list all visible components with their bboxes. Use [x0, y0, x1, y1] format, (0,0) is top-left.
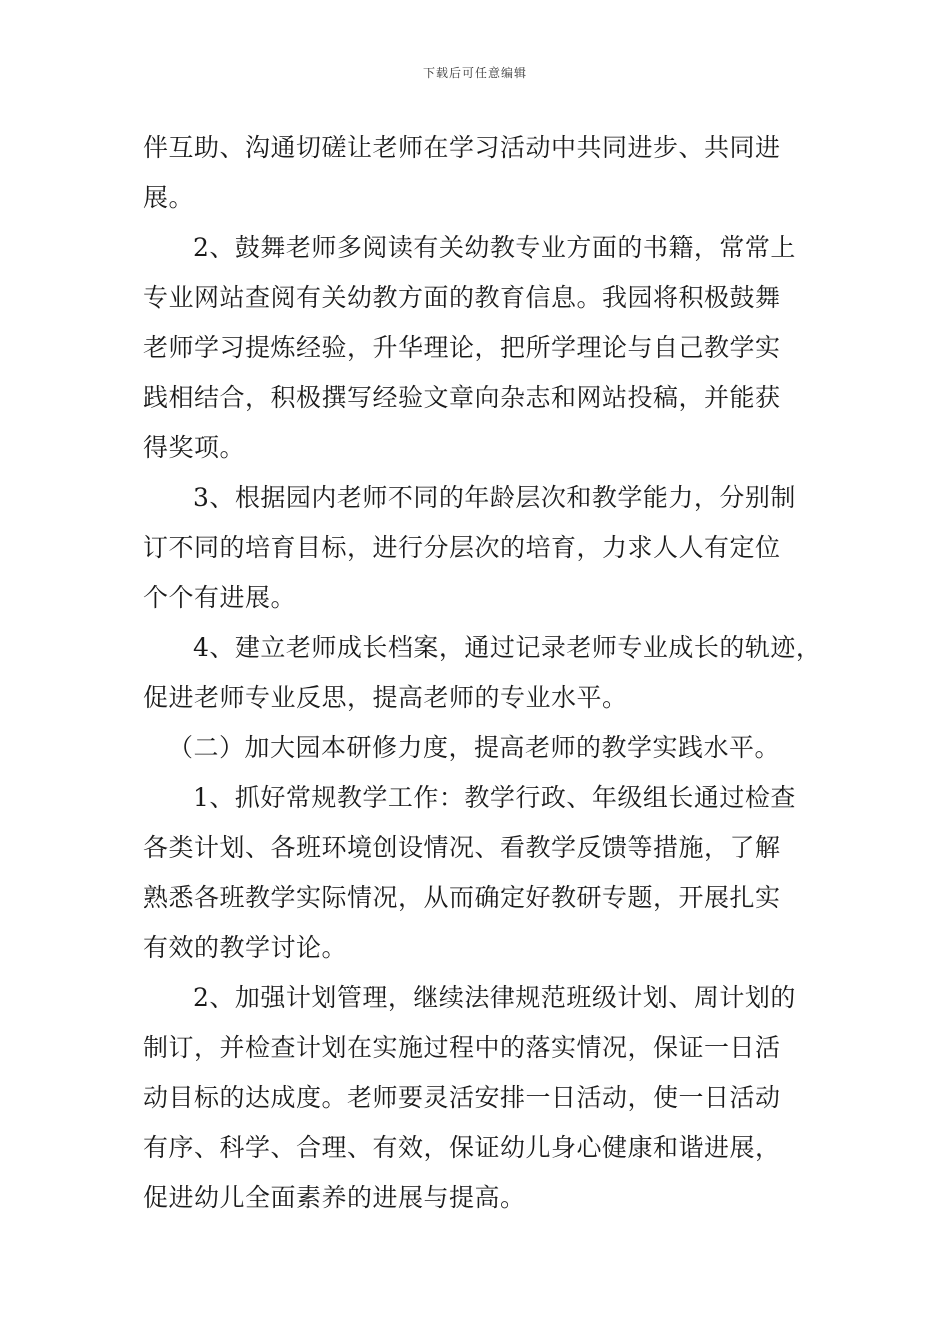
- text-line: 订不同的培育目标，进行分层次的培育，力求人人有定位: [143, 533, 781, 562]
- text-line: 2、鼓舞老师多阅读有关幼教专业方面的书籍，常常上: [193, 233, 796, 262]
- text-line: 2、加强计划管理，继续法律规范班级计划、周计划的: [193, 983, 796, 1012]
- text-line: 制订，并检查计划在实施过程中的落实情况，保证一日活: [143, 1033, 781, 1062]
- text-line: 动目标的达成度。老师要灵活安排一日活动，使一日活动: [143, 1083, 781, 1112]
- text-line: 4、建立老师成长档案，通过记录老师专业成长的轨迹，: [193, 633, 822, 662]
- text-line: 有效的教学讨论。: [143, 933, 348, 962]
- text-line: 促进幼儿全面素养的进展与提高。: [143, 1183, 526, 1212]
- text-line: 老师学习提炼经验，升华理论，把所学理论与自己教学实: [143, 333, 781, 362]
- text-line: 促进老师专业反思，提高老师的专业水平。: [143, 683, 628, 712]
- text-line: 专业网站查阅有关幼教方面的教育信息。我园将积极鼓舞: [143, 283, 781, 312]
- section-heading: （二）加大园本研修力度，提高老师的教学实践水平。: [168, 733, 781, 762]
- text-line: 1、抓好常规教学工作：教学行政、年级组长通过检查: [193, 783, 796, 812]
- text-line: 各类计划、各班环境创设情况、看教学反馈等措施，了解: [143, 833, 781, 862]
- text-line: 展。: [143, 183, 195, 212]
- page-header: 下载后可任意编辑: [422, 66, 527, 80]
- text-line: 得奖项。: [143, 433, 246, 462]
- text-line: 熟悉各班教学实际情况，从而确定好教研专题，开展扎实: [143, 883, 781, 912]
- text-line: 践相结合，积极撰写经验文章向杂志和网站投稿，并能获: [143, 383, 781, 412]
- text-line: 伴互助、沟通切磋让老师在学习活动中共同进步、共同进: [143, 133, 781, 162]
- text-line: 3、根据园内老师不同的年龄层次和教学能力，分别制: [193, 483, 796, 512]
- text-line: 有序、科学、合理、有效，保证幼儿身心健康和谐进展，: [143, 1133, 781, 1162]
- text-line: 个个有进展。: [143, 583, 297, 612]
